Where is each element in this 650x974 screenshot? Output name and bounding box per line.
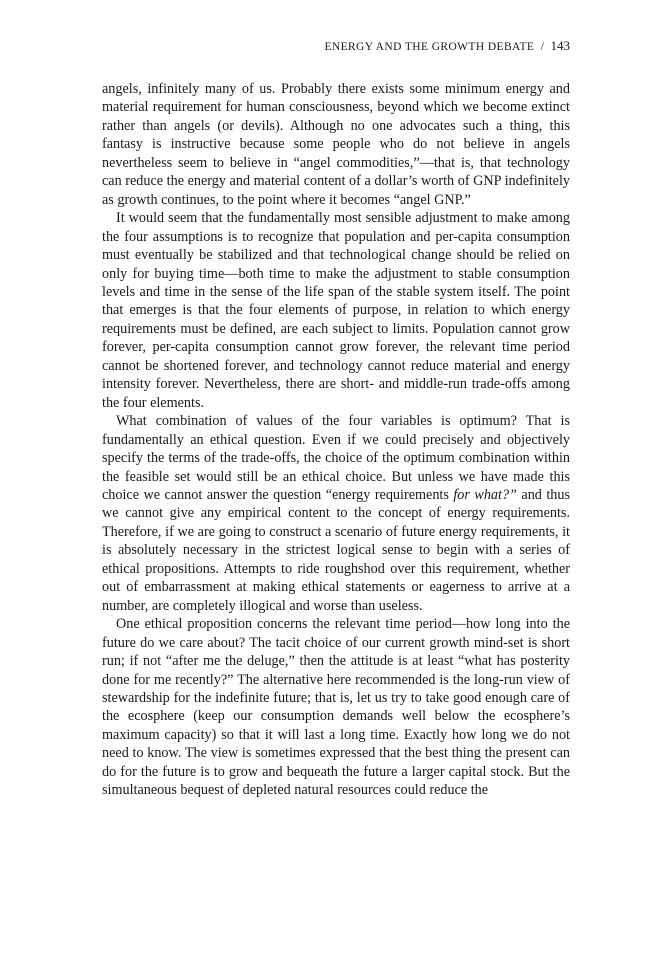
italic-phrase: for what?” (453, 486, 517, 503)
body-text (102, 80, 570, 800)
paragraph-time-period: One ethical proposition concerns the relevant time period—how long into the future do we care about? The tacit choice of our current growth mind-set is short run; if not “after me the deluge,” then the attitude is at least “what has posterity done for me recently?” The alternative here recommended is the long-run view of stewardship for the indefinite future; that is, let us try to take good enough care of the ecosphere (keep our consumption demands well below the ecosphere’s maximum capacity) so that it will last a long time. Exactly how long we do not need to know. The view is sometimes expressed that the best thing the present can do for the future is to grow and bequeath the future a larger capital stock. But the simultaneous bequest of depleted natural resources could reduce the (102, 616, 570, 799)
paragraph-text-after-italic: and thus we cannot give any empirical content to the concept of energy requirements. Therefore, if we are going to construct a scenario of future energy requirements, it is absolutely necessary in the strictest logical sense to begin with a series of ethical propositions. Attempts to ride roughshod over this requirement, whether out of embarrassment at making ethical statements or eagerness to arrive at a number, are completely illogical and worse than useless. (102, 486, 570, 614)
running-title: ENERGY AND THE GROWTH DEBATE (324, 41, 535, 53)
header-separator: / (540, 41, 545, 53)
running-head (324, 38, 570, 54)
paragraph-ethical-question (102, 412, 570, 615)
paragraph-adjustment: It would seem that the fundamentally most sensible adjustment to make among the four assumptions is to recognize that population and per-capita consumption must eventually be stabilized and that technological change should be relied on only for buying time—both time to make the adjustment to stable consumption levels and time in the sense of the life span of the stable system itself. The point that emerges is that the four elements of purpose, in relation to which energy requirements must be defined, are each subject to limits. Population cannot grow forever, per-capita consumption cannot grow forever, the relevant time period cannot be shortened forever, and technology cannot reduce material and energy intensity forever. Nevertheless, there are short- and middle-run trade-offs among the four elements. (102, 210, 570, 411)
paragraph-continued: angels, infinitely many of us. Probably there exists some minimum energy and material requirement for human consciousness, beyond which we become extinct rather than angels (or devils). Although no one advocates such a thing, this fantasy is instructive because some people who do not believe in angels nevertheless seem to believe in “angel commodities,”—that is, that technology can reduce the energy and material content of a dollar’s worth of GNP indefinitely as growth continues, to the point where it becomes “angel GNP.” (102, 81, 570, 208)
paragraph-text-before-italic: What combination of values of the four variables is optimum? That is fundamentally an ethical question. Even if we could precisely and objectively specify the terms of the trade-offs, the choice of the optimum combination within the feasible set would still be an ethical choice. But unless we have made this choice we cannot answer the question “energy requirements (102, 413, 570, 503)
page-number: 143 (550, 38, 570, 53)
